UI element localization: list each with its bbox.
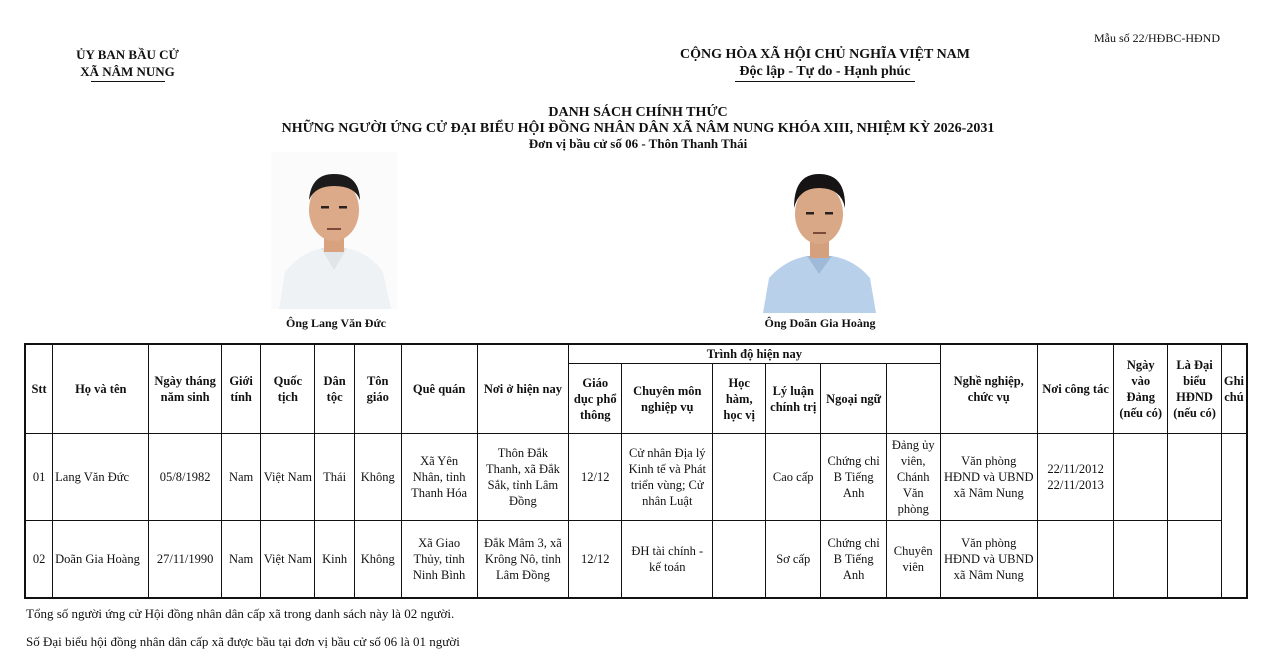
col-education-group: Trình độ hiện nay (569, 344, 940, 364)
table-row (25, 434, 1247, 521)
cell-specialty: ĐH tài chính - kế toán (622, 521, 713, 598)
cell-note (1168, 434, 1222, 521)
cell-hometown: Xã Giao Thủy, tỉnh Ninh Bình (401, 521, 477, 598)
cell-workplace: Văn phòng HĐND và UBND xã Nâm Nung (940, 521, 1037, 598)
cell-ethnicity: Thái (315, 434, 355, 521)
col-stt: Stt (25, 344, 53, 434)
col-name: Họ và tên (53, 344, 149, 434)
cell-political: Sơ cấp (766, 521, 821, 598)
cell-residence: Đắk Mâm 3, xã Krông Nô, tỉnh Lâm Đồng (477, 521, 569, 598)
cell-name: Doãn Gia Hoàng (53, 521, 149, 598)
cell-language: Chứng chỉ B Tiếng Anh (821, 434, 887, 521)
col-note: Ghi chú (1221, 344, 1247, 434)
cell-hometown: Xã Yên Nhân, tỉnh Thanh Hóa (401, 434, 477, 521)
cell-gender: Nam (221, 521, 261, 598)
national-motto: Độc lập - Tự do - Hạnh phúc (739, 64, 911, 79)
cell-workplace: Văn phòng HĐND và UBND xã Nâm Nung (940, 434, 1037, 521)
cell-party-date: 22/11/2012 22/11/2013 (1037, 434, 1113, 521)
col-party-date: Ngày vào Đảng (nếu có) (1114, 344, 1168, 434)
col-specialty: Chuyên môn nghiệp vụ (622, 364, 713, 434)
col-academic: Học hàm, học vị (713, 364, 766, 434)
cell-occupation: Chuyên viên (886, 521, 940, 598)
cell-stt: 01 (25, 434, 53, 521)
issuer-header (40, 46, 215, 82)
col-religion: Tôn giáo (354, 344, 401, 434)
col-nationality: Quốc tịch (261, 344, 315, 434)
cell-is-delegate (1114, 434, 1168, 521)
cell-is-delegate (1114, 521, 1168, 598)
cell-residence: Thôn Đắk Thanh, xã Đắk Sắk, tỉnh Lâm Đồng (477, 434, 569, 521)
cell-dob: 05/8/1982 (149, 434, 221, 521)
cell-stt: 02 (25, 521, 53, 598)
cell-religion: Không (354, 521, 401, 598)
title-line2: NHỮNG NGƯỜI ỨNG CỬ ĐẠI BIỂU HỘI ĐỒNG NHÂN DÂN XÃ NÂM NUNG KHÓA XIII, NHIỆM KỲ 2026-2031 (281, 120, 995, 136)
cell-language: Chứng chỉ B Tiếng Anh (821, 521, 887, 598)
cell-religion: Không (354, 434, 401, 521)
footer-total-candidates: Tổng số người ứng cử Hội đồng nhân dân cấp xã trong danh sách này là 02 người. (26, 606, 455, 621)
table-row (25, 521, 1247, 598)
cell-dob: 27/11/1990 (149, 521, 221, 598)
candidate-photo-1 (271, 152, 397, 309)
photo-caption-2: Ông Doãn Gia Hoàng (764, 316, 876, 330)
cell-occupation: Đảng ủy viên, Chánh Văn phòng (886, 434, 940, 521)
form-number: Mẫu số 22/HĐBC-HĐND (1094, 31, 1220, 45)
cell-specialty: Cử nhân Địa lý Kinh tế và Phát triển vùng; Cử nhân Luật (622, 434, 713, 521)
cell-academic (713, 434, 766, 521)
col-occupation: Nghề nghiệp, chức vụ (940, 344, 1037, 434)
candidate-photo-2 (759, 160, 880, 313)
cell-note (1168, 521, 1222, 598)
col-gender: Giới tính (221, 344, 261, 434)
cell-name: Lang Văn Đức (53, 434, 149, 521)
national-header (650, 46, 1000, 82)
col-hometown: Quê quán (401, 344, 477, 434)
cell-nationality: Việt Nam (261, 521, 315, 598)
col-general-edu: Giáo dục phổ thông (569, 364, 622, 434)
cell-gender: Nam (221, 434, 261, 521)
issuer-line1: ỦY BAN BẦU CỬ (76, 47, 179, 62)
cell-political: Cao cấp (766, 434, 821, 521)
cell-party-date (1037, 521, 1113, 598)
title-line1: DANH SÁCH CHÍNH THỨC (548, 105, 728, 120)
photo-caption-1: Ông Lang Văn Đức (285, 316, 386, 330)
col-dob: Ngày tháng năm sinh (149, 344, 221, 434)
cell-nationality: Việt Nam (261, 434, 315, 521)
motto-underline (735, 81, 915, 82)
issuer-line2: XÃ NÂM NUNG (80, 64, 175, 79)
col-language: Ngoại ngữ (821, 364, 887, 434)
col-workplace: Nơi công tác (1037, 344, 1113, 434)
title-line3: Đơn vị bầu cử số 06 - Thôn Thanh Thái (528, 136, 748, 151)
issuer-underline (91, 81, 165, 82)
col-is-delegate: Là Đại biểu HĐND (nếu có) (1168, 344, 1222, 434)
cell-general-edu: 12/12 (569, 434, 622, 521)
cell-academic (713, 521, 766, 598)
document-title (200, 105, 1076, 152)
footer-elected-count: Số Đại biểu hội đồng nhân dân cấp xã được bầu tại đơn vị bầu cử số 06 là 01 người (26, 634, 460, 649)
national-title: CỘNG HÒA XÃ HỘI CHỦ NGHĨA VIỆT NAM (679, 47, 970, 62)
candidate-table (24, 343, 1248, 599)
cell-ethnicity: Kinh (315, 521, 355, 598)
cell-general-edu: 12/12 (569, 521, 622, 598)
col-political: Lý luận chính trị (766, 364, 821, 434)
col-ethnicity: Dân tộc (315, 344, 355, 434)
col-residence: Nơi ở hiện nay (477, 344, 569, 434)
